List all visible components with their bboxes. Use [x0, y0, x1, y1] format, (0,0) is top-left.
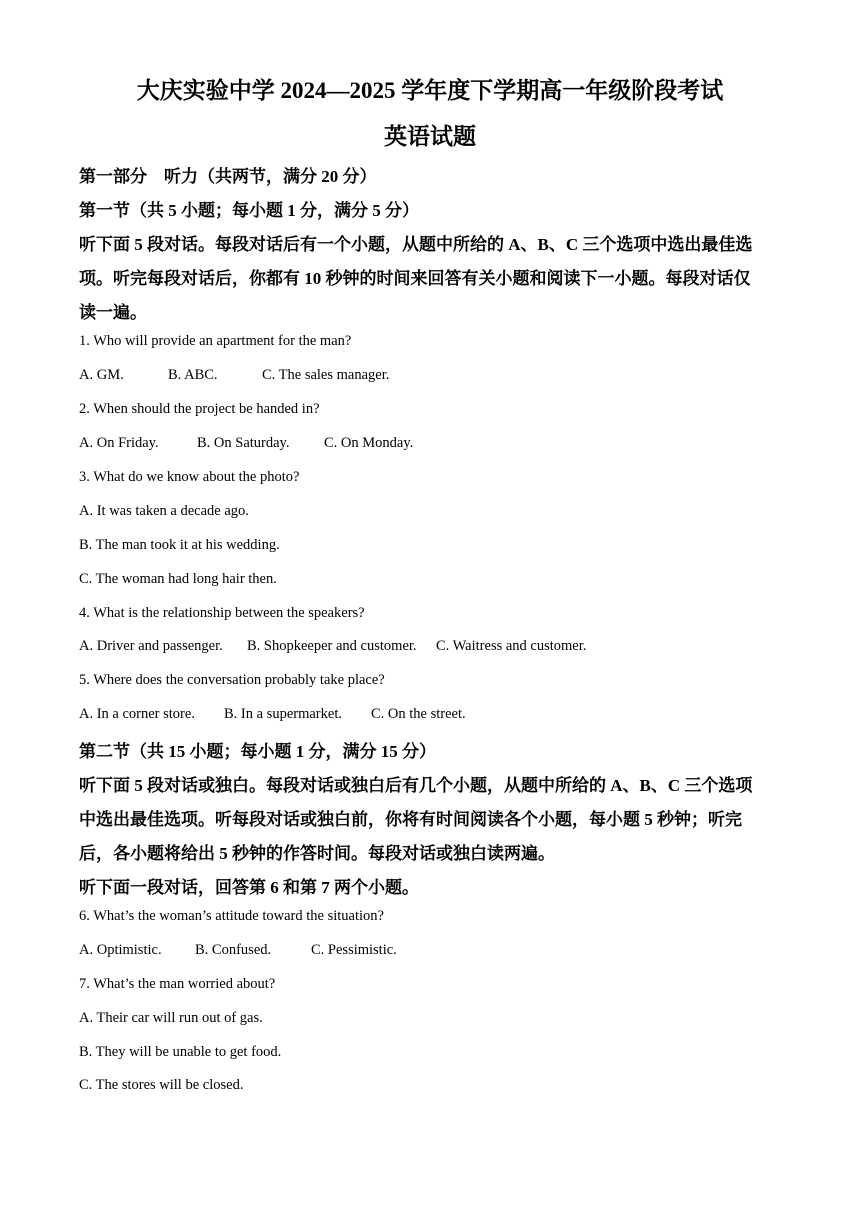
question-4: 4. What is the relationship between the speakers? [79, 605, 365, 621]
option-a: A. Driver and passenger. [79, 638, 223, 654]
question-3: 3. What do we know about the photo? [79, 469, 300, 485]
section1-heading: 第一节（共 5 小题；每小题 1 分，满分 5 分） [79, 201, 419, 220]
section2-sub-instruction: 听下面一段对话，回答第 6 和第 7 两个小题。 [79, 878, 419, 897]
option-a: A. GM. [79, 367, 124, 383]
option-a: A. It was taken a decade ago. [79, 503, 249, 519]
option-b: B. The man took it at his wedding. [79, 537, 280, 553]
section1-instruction-line: 项。听完每段对话后，你都有 10 秒钟的时间来回答有关小题和阅读下一小题。每段对话仅 [79, 269, 751, 288]
question-5-options [79, 706, 466, 723]
option-c: C. Waitress and customer. [436, 638, 587, 654]
option-b: B. Confused. [195, 942, 272, 958]
part1-heading: 第一部分 听力（共两节，满分 20 分） [79, 167, 377, 186]
option-b: B. In a supermarket. [224, 706, 342, 722]
section1-instruction-line: 读一遍。 [79, 303, 147, 322]
option-c: C. Pessimistic. [311, 942, 397, 958]
question-2-options [79, 435, 413, 452]
option-b: B. ABC. [168, 367, 218, 383]
section2-heading: 第二节（共 15 小题；每小题 1 分，满分 15 分） [79, 742, 436, 761]
question-6-options [79, 942, 397, 959]
section2-instruction-line: 中选出最佳选项。听每段对话或独白前，你将有时间阅读各个小题，每小题 5 秒钟；听完 [79, 810, 742, 829]
option-a: A. Optimistic. [79, 942, 162, 958]
question-1: 1. Who will provide an apartment for the man? [79, 333, 352, 349]
option-c: C. The stores will be closed. [79, 1077, 244, 1093]
section2-instruction-line: 后，各小题将给出 5 秒钟的作答时间。每段对话或独白读两遍。 [79, 844, 555, 863]
option-b: B. On Saturday. [197, 435, 290, 451]
exam-subtitle: 英语试题 [384, 124, 476, 149]
question-6: 6. What’s the woman’s attitude toward the situation? [79, 908, 384, 924]
section1-instruction-line: 听下面 5 段对话。每段对话后有一个小题，从题中所给的 A、B、C 三个选项中选出最佳选 [79, 235, 753, 254]
question-5: 5. Where does the conversation probably take place? [79, 672, 385, 688]
question-2: 2. When should the project be handed in? [79, 401, 320, 417]
question-7: 7. What’s the man worried about? [79, 976, 276, 992]
option-c: C. The woman had long hair then. [79, 571, 277, 587]
option-a: A. In a corner store. [79, 706, 195, 722]
option-c: C. On the street. [371, 706, 466, 722]
option-b: B. Shopkeeper and customer. [247, 638, 417, 654]
question-1-options [79, 367, 389, 384]
exam-title: 大庆实验中学 2024—2025 学年度下学期高一年级阶段考试 [136, 78, 724, 103]
option-c: C. The sales manager. [262, 367, 390, 383]
section2-instruction-line: 听下面 5 段对话或独白。每段对话或独白后有几个小题，从题中所给的 A、B、C 三个选项 [79, 776, 753, 795]
option-c: C. On Monday. [324, 435, 414, 451]
question-4-options [79, 638, 586, 655]
option-a: A. Their car will run out of gas. [79, 1010, 263, 1026]
option-a: A. On Friday. [79, 435, 159, 451]
option-b: B. They will be unable to get food. [79, 1044, 282, 1060]
